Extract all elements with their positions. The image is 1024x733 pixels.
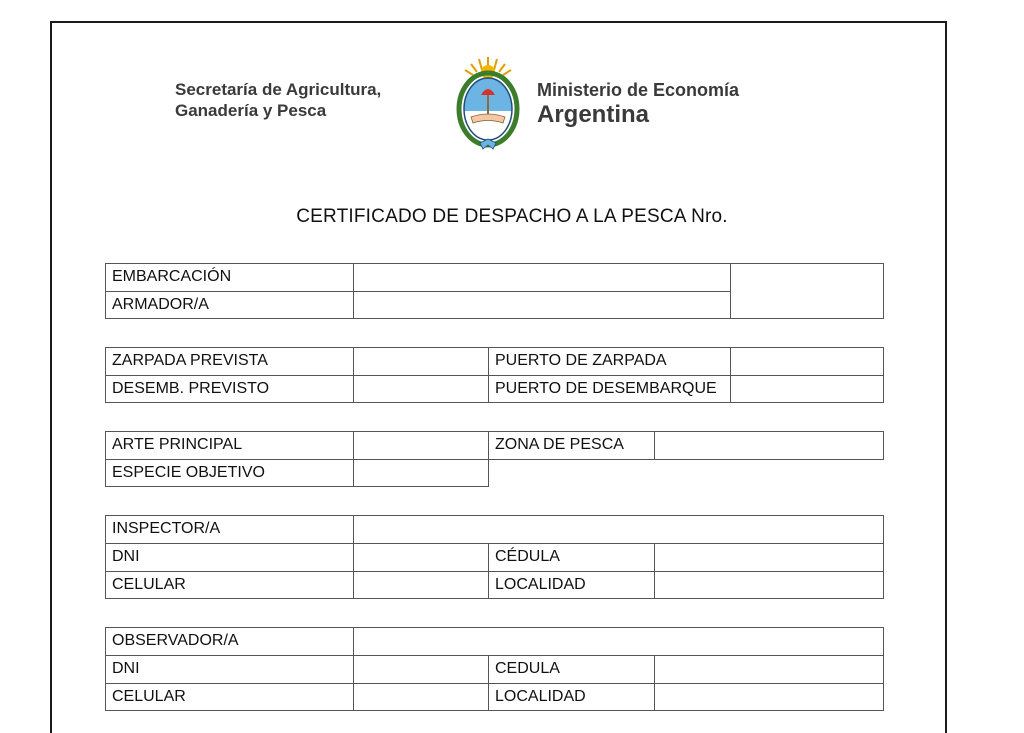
arte-principal-label: ARTE PRINCIPAL	[105, 431, 354, 460]
zarpada-prevista-field[interactable]	[353, 347, 489, 376]
desemb-previsto-label: DESEMB. PREVISTO	[105, 375, 354, 403]
observador-localidad-field[interactable]	[654, 683, 884, 711]
desemb-previsto-field[interactable]	[353, 375, 489, 403]
embarcacion-label: EMBARCACIÓN	[105, 263, 354, 292]
observador-dni-label: DNI	[105, 655, 354, 684]
inspector-localidad-label: LOCALIDAD	[488, 571, 655, 599]
observador-name-field[interactable]	[353, 627, 884, 656]
zona-pesca-label: ZONA DE PESCA	[488, 431, 655, 460]
vessel-extra-field[interactable]	[730, 263, 884, 319]
armador-field[interactable]	[353, 291, 731, 319]
agency-name	[175, 79, 425, 121]
inspector-label: INSPECTOR/A	[105, 515, 354, 544]
ministry-line-1: Ministerio de Economía	[537, 80, 740, 100]
zarpada-prevista-label: ZARPADA PREVISTA	[105, 347, 354, 376]
arte-principal-field[interactable]	[353, 431, 489, 460]
zona-pesca-field[interactable]	[654, 431, 884, 460]
puerto-desembarque-label: PUERTO DE DESEMBARQUE	[488, 375, 731, 403]
observador-localidad-label: LOCALIDAD	[488, 683, 655, 711]
observador-dni-field[interactable]	[353, 655, 489, 684]
especie-objetivo-label: ESPECIE OBJETIVO	[105, 459, 354, 487]
ministry-name	[537, 79, 797, 129]
observador-celular-label: CELULAR	[105, 683, 354, 711]
agency-line-2: Ganadería y Pesca	[175, 101, 327, 120]
embarcacion-field[interactable]	[353, 263, 731, 292]
inspector-cedula-field[interactable]	[654, 543, 884, 572]
document-title: CERTIFICADO DE DESPACHO A LA PESCA Nro.	[296, 206, 728, 227]
inspector-celular-label: CELULAR	[105, 571, 354, 599]
armador-label: ARMADOR/A	[105, 291, 354, 319]
inspector-celular-field[interactable]	[353, 571, 489, 599]
ministry-line-2: Argentina	[537, 101, 650, 128]
inspector-dni-label: DNI	[105, 543, 354, 572]
agency-line-1: Secretaría de Agricultura,	[175, 80, 382, 99]
observador-label: OBSERVADOR/A	[105, 627, 354, 656]
inspector-name-field[interactable]	[353, 515, 884, 544]
puerto-zarpada-field[interactable]	[730, 347, 884, 376]
inspector-dni-field[interactable]	[353, 543, 489, 572]
inspector-localidad-field[interactable]	[654, 571, 884, 599]
observador-cedula-label: CEDULA	[488, 655, 655, 684]
observador-cedula-field[interactable]	[654, 655, 884, 684]
puerto-desembarque-field[interactable]	[730, 375, 884, 403]
inspector-cedula-label: CÉDULA	[488, 543, 655, 572]
argentina-coat-of-arms-icon	[453, 55, 523, 153]
especie-objetivo-field[interactable]	[353, 459, 489, 487]
puerto-zarpada-label: PUERTO DE ZARPADA	[488, 347, 731, 376]
observador-celular-field[interactable]	[353, 683, 489, 711]
document-header	[175, 55, 795, 155]
